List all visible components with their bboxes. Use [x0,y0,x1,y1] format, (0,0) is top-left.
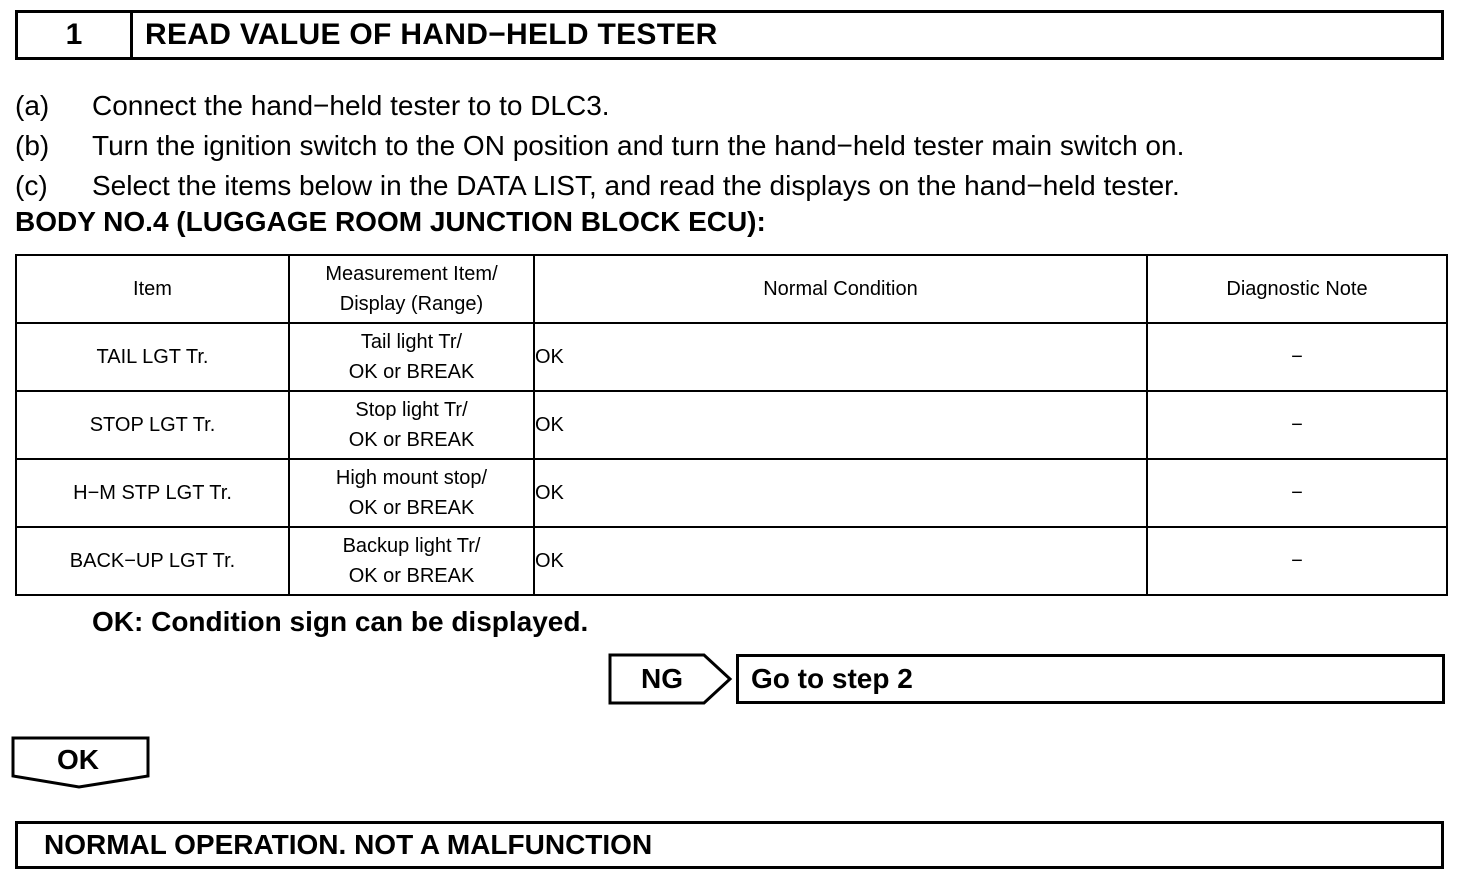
data-list-table [15,254,1448,596]
table-header-row [16,255,1447,323]
instruction-label: (a) [15,90,50,121]
cell-measurement-line1: Stop light Tr/ [355,399,468,421]
instruction-label: (b) [15,130,50,161]
instruction-text: Select the items below in the DATA LIST, and read the displays on the hand−held tester. [92,170,1180,201]
ok-condition-note: OK: Condition sign can be displayed. [92,606,589,637]
cell-measurement-line1: Backup light Tr/ [342,535,481,557]
table-row [16,323,1447,391]
instruction-label: (c) [15,170,48,201]
cell-measurement-line2: OK or BREAK [348,565,475,587]
cell-diagnostic-note: − [1147,323,1447,391]
cell-measurement-line2: OK or BREAK [348,497,475,519]
cell-item: STOP LGT Tr. [16,391,289,459]
cell-measurement [289,323,534,391]
cell-normal-condition: OK [534,391,1147,459]
table-row [16,459,1447,527]
cell-measurement-line1: High mount stop/ [335,467,488,489]
instruction-text: Turn the ignition switch to the ON position and turn the hand−held tester main switch on. [92,130,1185,161]
ng-label: NG [641,663,683,694]
cell-measurement-line2: OK or BREAK [348,361,475,383]
cell-measurement [289,391,534,459]
header-diagnostic-note: Diagnostic Note [1147,255,1447,323]
cell-measurement [289,527,534,595]
header-normal-condition: Normal Condition [534,255,1147,323]
cell-normal-condition: OK [534,323,1147,391]
step-number: 1 [18,13,133,57]
header-measurement-line2: Display (Range) [339,293,484,315]
instruction-a [15,86,610,126]
cell-item: H−M STP LGT Tr. [16,459,289,527]
header-measurement-line1: Measurement Item/ [325,263,498,285]
cell-diagnostic-note: − [1147,391,1447,459]
cell-item: BACK−UP LGT Tr. [16,527,289,595]
ok-label: OK [57,744,99,775]
section-title: BODY NO.4 (LUGGAGE ROOM JUNCTION BLOCK ECU): [15,206,766,237]
cell-measurement-line2: OK or BREAK [348,429,475,451]
instruction-c [15,166,1180,206]
table-row [16,391,1447,459]
step-header [15,10,1444,60]
instruction-b [15,126,1184,166]
header-measurement [289,255,534,323]
result-box: NORMAL OPERATION. NOT A MALFUNCTION [15,821,1444,869]
cell-diagnostic-note: − [1147,459,1447,527]
go-to-step-box: Go to step 2 [736,654,1445,704]
cell-measurement [289,459,534,527]
table-row [16,527,1447,595]
cell-item: TAIL LGT Tr. [16,323,289,391]
step-title: READ VALUE OF HAND−HELD TESTER [145,18,718,51]
cell-normal-condition: OK [534,527,1147,595]
instruction-text: Connect the hand−held tester to to DLC3. [92,90,610,121]
cell-diagnostic-note: − [1147,527,1447,595]
cell-measurement-line1: Tail light Tr/ [360,331,463,353]
header-item: Item [16,255,289,323]
cell-normal-condition: OK [534,459,1147,527]
